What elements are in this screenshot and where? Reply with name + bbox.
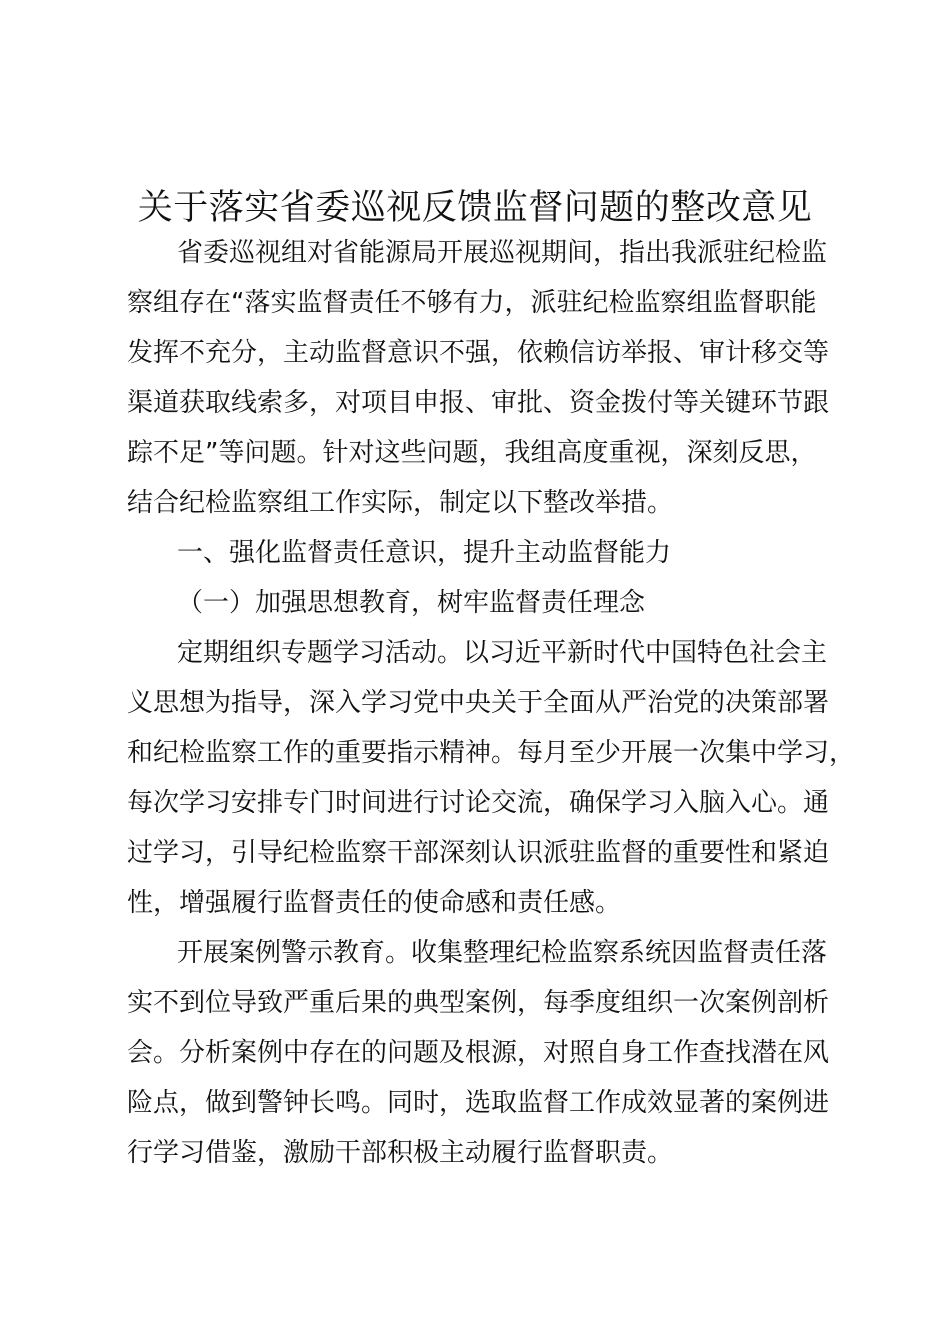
section-heading: 一、强化监督责任意识，提升主动监督能力 [177,538,672,568]
paragraph-line: 踪不足”等问题。针对这些问题，我组高度重视，深刻反思， [127,438,817,468]
document-title: 关于落实省委巡视反馈监督问题的整改意见 [137,188,813,228]
paragraph-line: 开展案例警示教育。收集整理纪检监察系统因监督责任落 [177,938,828,968]
paragraph-line: 义思想为指导，深入学习党中央关于全面从严治党的决策部署 [127,688,830,718]
paragraph-line: 性，增强履行监督责任的使命感和责任感。 [127,888,622,918]
paragraph-line: 每次学习安排专门时间进行讨论交流，确保学习入脑入心。通 [127,788,830,818]
paragraph-line: 行学习借鉴，激励干部积极主动履行监督职责。 [127,1138,674,1168]
paragraph-line: 省委巡视组对省能源局开展巡视期间，指出我派驻纪检监 [177,238,828,268]
paragraph-line: 渠道获取线索多，对项目申报、审批、资金拨付等关键环节跟 [127,388,830,418]
paragraph-line: 和纪检监察工作的重要指示精神。每月至少开展一次集中学习， [127,738,856,768]
subsection-heading: （一）加强思想教育，树牢监督责任理念 [177,588,646,618]
paragraph-line: 过学习，引导纪检监察干部深刻认识派驻监督的重要性和紧迫 [127,838,830,868]
paragraph-line: 发挥不充分，主动监督意识不强，依赖信访举报、审计移交等 [127,338,830,368]
paragraph-line: 察组存在“落实监督责任不够有力，派驻纪检监察组监督职能 [127,288,817,318]
paragraph-line: 定期组织专题学习活动。以习近平新时代中国特色社会主 [177,638,828,668]
paragraph-line: 实不到位导致严重后果的典型案例，每季度组织一次案例剖析 [127,988,830,1018]
paragraph-line: 险点，做到警钟长鸣。同时，选取监督工作成效显著的案例进 [127,1088,830,1118]
paragraph-line: 会。分析案例中存在的问题及根源，对照自身工作查找潜在风 [127,1038,830,1068]
paragraph-line: 结合纪检监察组工作实际，制定以下整改举措。 [127,488,674,518]
